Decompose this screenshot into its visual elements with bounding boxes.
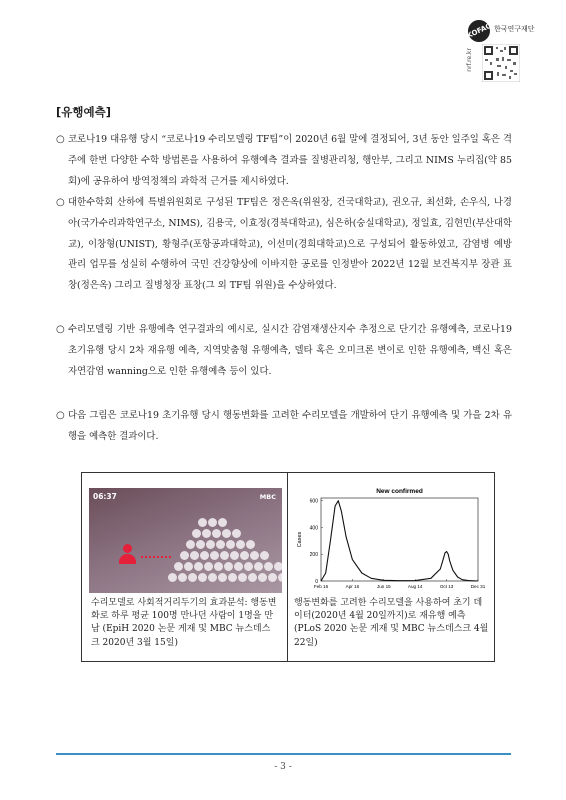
chart-ylabel: Cases (297, 531, 303, 548)
crowd-dot (234, 562, 243, 571)
news-time: 06:37 (93, 492, 117, 501)
footer-line (56, 753, 511, 755)
crowd-dot (198, 573, 207, 582)
crowd-dot (212, 529, 221, 538)
org-name: 한국연구재단 (494, 25, 535, 33)
crowd-dot (190, 551, 199, 560)
crowd-dot (220, 551, 229, 560)
org-badge: KOFAC (464, 16, 493, 45)
chart-x-tick-label: Feb 16 (313, 584, 329, 589)
crowd-dot (236, 540, 245, 549)
org-logo (464, 18, 554, 88)
paragraph-text: 대한수학회 산하에 특별위원회로 구성된 TF팀은 정은옥(위원장, 건국대학교), 권오규, 최선화, 손우식, 나경아(국가수리과학연구소, NIMS), 김용국, 이효정(경북대학교), 심은하(숭실대학교), 정일효, 김현민(부산대학교), 이창형(UNIST), 황형주(포항공과대학교), 이선미(경희대학교)으로 구성되어 활동하였고, 감염병 예방관리 업무를 성실히 수행하여 국민 건강향상에 이바지한 공로를 인정받아 2022년 12월 보건복지부 장관 표창(정은옥) 그리고 질병청장 표창(그 외 TF팀 위원)을 수상하였다. (68, 197, 512, 292)
chart-y-tick-label: 400 (309, 525, 318, 532)
crowd-dot (210, 551, 219, 560)
crowd-dot (218, 573, 227, 582)
page-number: - 3 - (274, 762, 292, 772)
crowd-dot (238, 573, 247, 582)
chart-y-tick-label: 200 (309, 552, 318, 559)
crowd-dot (200, 551, 209, 560)
bullet-icon: ○ (56, 197, 65, 208)
chart-x-tick-label: Aug 14 (407, 584, 423, 589)
paragraph-2 (56, 193, 512, 297)
figure-caption-left: 수리모델로 사회적거리두기의 효과분석: 행동변화로 하루 평균 100명 만나던 사람이 1명을 만남 (EpiH 2020 논문 게재 및 MBC 뉴스데스크 2020년 3월 15일) (91, 598, 277, 648)
chart-plot-area (321, 498, 478, 581)
crowd-dot (240, 551, 249, 560)
news-screenshot-image (89, 488, 282, 593)
bullet-icon: ○ (56, 324, 65, 335)
crowd-dot (214, 562, 223, 571)
figure-box (81, 472, 495, 662)
crowd-dot (198, 518, 207, 527)
paragraph-text: 코로나19 대유행 당시 “코로나19 수리모델링 TF팀”이 2020년 6월 말에 결정되어, 3년 동안 일주일 혹은 격주에 한번 다양한 수학 방법론을 사용하여 유행예측 결과를 질병관리청, 행안부, 그리고 NIMS 누리집(약 85회)에 공유하여 방역정책의 과학적 근거를 제시하였다. (68, 134, 512, 187)
crowd-dot (216, 540, 225, 549)
paragraph-1 (56, 130, 512, 192)
paragraph-4 (56, 406, 512, 448)
crowd-dot (188, 573, 197, 582)
chart-x-tick-label: Jun 15 (376, 584, 391, 589)
chart-title: New confirmed (376, 488, 423, 495)
crowd-dot (254, 562, 263, 571)
chart-x-tick-label: Dec 31 (470, 584, 486, 589)
crowd-dot (204, 562, 213, 571)
crowd-dot (192, 529, 201, 538)
crowd-dot (168, 573, 177, 582)
qr-code-icon (482, 44, 520, 82)
news-logo: MBC (259, 493, 276, 501)
crowd-dot (246, 540, 255, 549)
crowd-dot (230, 551, 239, 560)
paragraph-text: 수리모델링 기반 유행예측 연구결과의 예시로, 실시간 감염재생산지수 추정으로 단기간 유행예측, 코로나19 초기유행 당시 2차 재유행 예측, 지역맞춤형 유행예측, 델타 혹은 오미크론 변이로 인한 유행예측, 백신 혹은 자연감염 wanning으로 인한 유행예측 등이 있다. (68, 324, 512, 377)
crowd-dot (208, 573, 217, 582)
chart-y-tick-label: 0 (315, 579, 318, 585)
crowd-dot (202, 529, 211, 538)
crowd-dot (260, 551, 269, 560)
crowd-dot (250, 551, 259, 560)
crowd-dot (180, 551, 189, 560)
chart-series-line (321, 501, 478, 581)
bullet-icon: ○ (56, 410, 65, 421)
crowd-dot (208, 518, 217, 527)
crowd-dot (268, 573, 277, 582)
crowd-dot (218, 518, 227, 527)
crowd-dot (244, 562, 253, 571)
chart-x-tick-label: Apr 16 (345, 584, 360, 589)
paragraph-text: 다음 그림은 코로나19 초기유행 당시 행동변화를 고려한 수리모델을 개발하여 단기 유행예측 및 가을 2차 유행을 예측한 결과이다. (68, 410, 512, 442)
paragraph-3 (56, 320, 512, 382)
crowd-dot (278, 573, 282, 582)
crowd-dot (196, 540, 205, 549)
crowd-dot (178, 573, 187, 582)
crowd-dot (248, 573, 257, 582)
new-confirmed-chart (293, 485, 488, 595)
bullet-icon: ○ (56, 134, 65, 145)
crowd-dot (174, 562, 183, 571)
chart-x-tick-label: Oct 13 (439, 584, 454, 589)
section-title: [유행예측] (56, 105, 111, 119)
org-vertical-text: nrf.re.kr (466, 48, 473, 72)
crowd-dot (274, 562, 282, 571)
crowd-dot (222, 529, 231, 538)
chart-y-tick-label: 600 (309, 498, 318, 505)
crowd-dot (186, 540, 195, 549)
figure-caption-right: 행동변화를 고려한 수리모델을 사용하여 초기 데이터(2020년 4월 20일까지)로 재유행 예측(PLoS 2020 논문 게재 및 MBC 뉴스데스크 4월 22일) (294, 598, 489, 648)
crowd-dot (264, 562, 273, 571)
crowd-dot (194, 562, 203, 571)
crowd-dot (184, 562, 193, 571)
connection-dots (141, 556, 171, 558)
crowd-dot (226, 540, 235, 549)
crowd-dot (224, 562, 233, 571)
crowd-dot (232, 529, 241, 538)
crowd-dot (258, 573, 267, 582)
crowd-dot (206, 540, 215, 549)
figure-divider (287, 473, 288, 661)
crowd-dot (228, 573, 237, 582)
